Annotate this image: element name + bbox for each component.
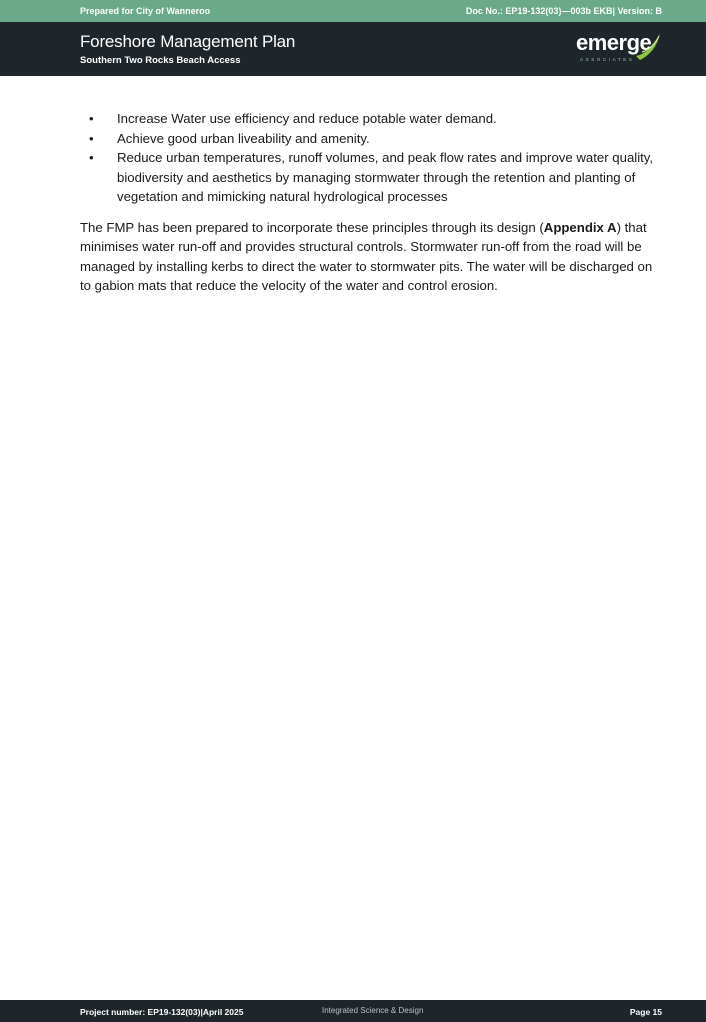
list-item-text: Reduce urban temperatures, runoff volumes, and peak flow rates and improve water quality, biodiversity and aesthetics by managing stormwater through the retention and planting of vegetation and mimicking natural hydrological processes bbox=[117, 150, 654, 204]
appendix-reference: Appendix A bbox=[543, 219, 617, 235]
document-subtitle: Southern Two Rocks Beach Access bbox=[80, 55, 241, 66]
list-item bbox=[80, 148, 660, 207]
page-content bbox=[80, 109, 660, 296]
page-number: Page 15 bbox=[629, 1007, 662, 1017]
list-item-text: Achieve good urban liveability and amenity. bbox=[117, 130, 370, 146]
logo-wordmark: emerge bbox=[576, 30, 652, 55]
document-title: Foreshore Management Plan bbox=[80, 32, 296, 51]
paragraph-text-start: The FMP has been prepared to incorporate these principles through its design ( bbox=[80, 219, 544, 235]
bullet-icon: • bbox=[89, 111, 94, 126]
list-item bbox=[80, 129, 660, 149]
principles-list bbox=[80, 109, 660, 207]
list-item bbox=[80, 109, 660, 129]
list-item-text: Increase Water use efficiency and reduce potable water demand. bbox=[117, 111, 497, 126]
body-paragraph bbox=[80, 218, 660, 296]
bullet-icon: • bbox=[89, 130, 94, 146]
document-number-text: Doc No.: EP19-132(03)—003b EKB| Version: B bbox=[465, 6, 662, 16]
prepared-for-text: Prepared for City of Wanneroo bbox=[80, 6, 211, 16]
document-header bbox=[0, 22, 706, 76]
emerge-logo bbox=[572, 26, 668, 74]
top-info-strip bbox=[0, 0, 706, 22]
project-number-text: Project number: EP19-132(03)|April 2025 bbox=[80, 1007, 244, 1017]
logo-swoosh-icon bbox=[632, 30, 664, 62]
footer-tagline: Integrated Science & Design bbox=[322, 1006, 424, 1015]
bullet-icon: • bbox=[89, 150, 94, 165]
document-footer bbox=[0, 1000, 706, 1022]
paragraph-text-end: ) that minimises water run-off and provides structural controls. Stormwater run-off from the road will be managed by installing kerbs to direct the water to stormwater pits. The water will be discharged on to gabion mats that reduce the velocity of the water and control erosion. bbox=[80, 219, 653, 293]
logo-subtext: ASSOCIATES bbox=[580, 57, 635, 62]
